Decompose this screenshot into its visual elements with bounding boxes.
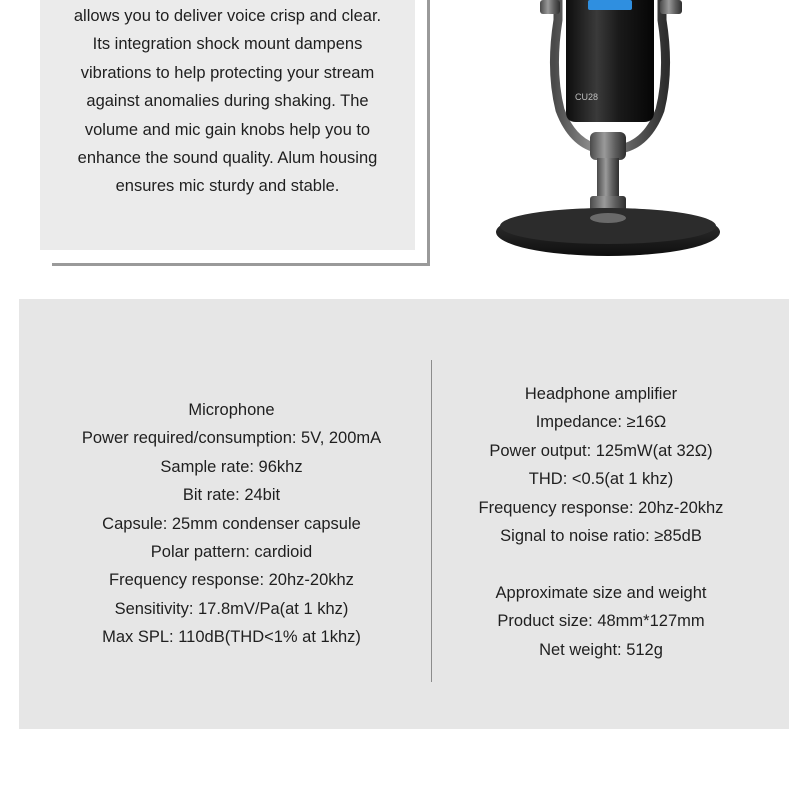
spec-line: Frequency response: 20hz-20khz bbox=[478, 498, 724, 517]
spec-line: Frequency response: 20hz-20khz bbox=[109, 571, 354, 590]
amplifier-and-size-specs bbox=[431, 380, 771, 664]
headphone-amplifier-heading: Headphone amplifier bbox=[524, 385, 678, 403]
stand-base-joint bbox=[590, 213, 626, 223]
spec-line: Impedance: ≥16Ω bbox=[535, 413, 667, 432]
spec-line: Sensitivity: 17.8mV/Pa(at 1 khz) bbox=[114, 599, 349, 618]
specifications-panel bbox=[19, 299, 789, 729]
description-line: volume and mic gain knobs help you to bbox=[84, 120, 371, 139]
spec-line: Product size: 48mm*127mm bbox=[497, 612, 705, 631]
description-line: ensures mic sturdy and stable. bbox=[115, 177, 340, 196]
description-line: against anomalies during shaking. The bbox=[86, 92, 369, 111]
spec-line: Power output: 125mW(at 32Ω) bbox=[489, 441, 713, 460]
description-text bbox=[40, 2, 415, 201]
microphone-product-image bbox=[440, 0, 740, 270]
spec-line: Sample rate: 96khz bbox=[160, 457, 303, 476]
microphone-illustration bbox=[440, 0, 740, 270]
brand-badge bbox=[588, 0, 632, 10]
size-weight-heading: Approximate size and weight bbox=[495, 583, 707, 602]
section-gap bbox=[431, 550, 771, 578]
model-label: CU28 bbox=[575, 92, 599, 102]
spec-line: Max SPL: 110dB(THD<1% at 1khz) bbox=[102, 628, 361, 647]
stem-top bbox=[590, 132, 626, 160]
right-knob bbox=[660, 0, 682, 14]
spec-line: Signal to noise ratio: ≥85dB bbox=[500, 527, 702, 546]
microphone-body bbox=[566, 0, 654, 122]
description-box bbox=[40, 0, 415, 250]
description-line: vibrations to help protecting your stream bbox=[80, 63, 375, 82]
spec-line: Capsule: 25mm condenser capsule bbox=[102, 514, 361, 533]
spec-line: Bit rate: 24bit bbox=[182, 486, 281, 505]
spec-line: Net weight: 512g bbox=[539, 640, 663, 659]
microphone-specs bbox=[19, 396, 444, 652]
description-line: enhance the sound quality. Alum housing bbox=[77, 149, 378, 168]
microphone-heading: Microphone bbox=[188, 401, 275, 419]
left-knob bbox=[540, 0, 560, 14]
description-line: allows you to deliver voice crisp and clear. bbox=[73, 7, 382, 25]
description-line: Its integration shock mount dampens bbox=[92, 35, 363, 54]
spec-line: Polar pattern: cardioid bbox=[150, 543, 313, 562]
spec-line: THD: <0.5(at 1 khz) bbox=[528, 470, 674, 489]
spec-line: Power required/consumption: 5V, 200mA bbox=[81, 429, 382, 448]
